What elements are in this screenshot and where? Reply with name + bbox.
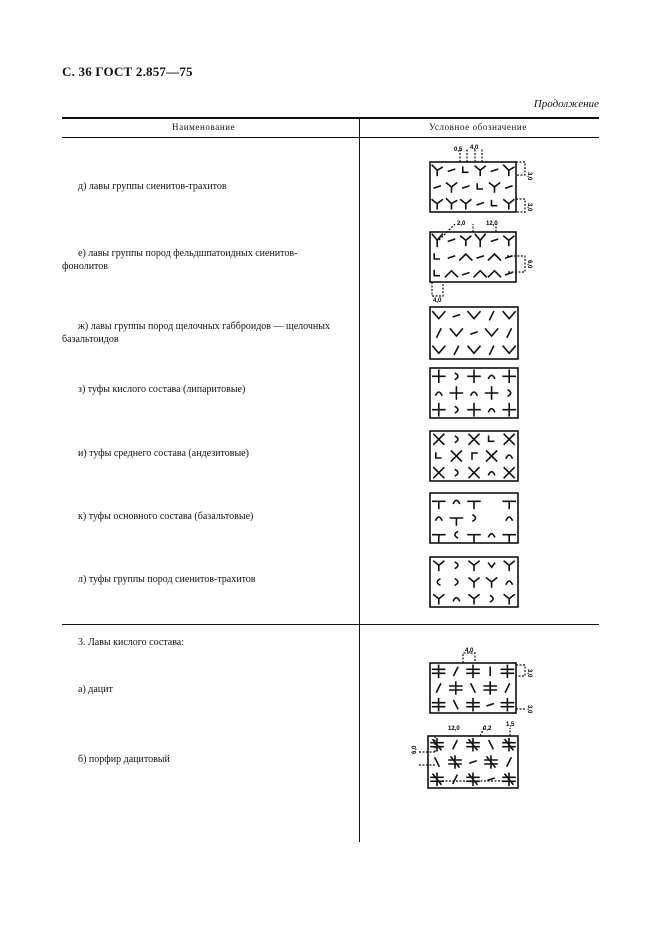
- symbol-glyph: [475, 166, 485, 175]
- symbol-glyph: [451, 451, 461, 461]
- symbol-glyph: [472, 453, 477, 459]
- symbol-glyph: [471, 392, 477, 395]
- symbol-glyph: [477, 203, 483, 205]
- symbol-glyph: [433, 346, 445, 353]
- symbol-glyph: [433, 404, 445, 416]
- symbol-glyph: [455, 562, 458, 568]
- symbol-glyph: [504, 200, 514, 209]
- symbol-glyph: [434, 468, 444, 478]
- symbol-glyph: [469, 434, 479, 444]
- symbol-glyph: [449, 169, 455, 171]
- symbol-glyph: [475, 234, 485, 246]
- symbol-glyph: [434, 254, 439, 259]
- symbol-glyph: [491, 596, 494, 602]
- symbol-glyph: [432, 234, 442, 246]
- symbol-glyph: [432, 200, 442, 209]
- symbol-grid: [430, 232, 516, 282]
- symbol-dacite: [425, 645, 540, 720]
- symbol-glyph: [455, 532, 458, 538]
- symbol-glyph: [503, 404, 515, 416]
- symbol-glyph: [432, 165, 442, 175]
- symbol-lava-gabbroid: [428, 305, 522, 363]
- dim-label: 4,0: [433, 298, 442, 304]
- symbol-glyph: [489, 271, 501, 277]
- section-title: 3. Лавы кислого состава:: [78, 637, 185, 648]
- symbol-grid: [430, 663, 516, 713]
- dim-label: 4,0: [470, 145, 479, 151]
- symbol-glyph: [503, 501, 515, 508]
- symbol-glyph: [507, 758, 511, 766]
- symbol-glyph: [504, 561, 514, 570]
- symbol-glyph: [437, 329, 441, 337]
- symbol-glyph: [487, 578, 497, 587]
- symbol-glyph: [490, 346, 494, 354]
- symbol-glyph: [434, 434, 444, 444]
- symbol-glyph: [487, 704, 493, 706]
- row-label-d: д) лавы группы сиенитов-трахитов: [78, 181, 227, 192]
- symbol-glyph: [454, 346, 458, 354]
- symbol-tuff-intermediate: [428, 429, 522, 484]
- column-header-symbol: Условное обозначение: [429, 122, 527, 132]
- symbol-glyph: [504, 165, 514, 175]
- symbol-glyph: [492, 239, 498, 241]
- dim-label: 12,0: [448, 726, 460, 732]
- symbol-lava-syenite-trachyte: [425, 142, 540, 218]
- symbol-glyph: [489, 472, 495, 475]
- symbol-glyph: [467, 739, 479, 751]
- symbol-glyph: [463, 273, 469, 275]
- symbol-glyph: [433, 501, 445, 508]
- symbol-glyph: [468, 312, 480, 319]
- symbol-grid: [430, 493, 518, 543]
- symbol-glyph: [453, 598, 459, 601]
- dim-label: 3,0: [526, 203, 532, 212]
- symbol-glyph: [468, 404, 480, 416]
- symbol-glyph: [489, 436, 494, 441]
- symbol-glyph: [492, 169, 498, 171]
- symbol-glyph: [454, 701, 458, 709]
- row-label-dacite: а) дацит: [78, 684, 113, 695]
- symbol-glyph: [469, 578, 479, 587]
- page-header: С. 36 ГОСТ 2.857—75: [62, 64, 193, 79]
- symbol-glyph: [468, 370, 480, 382]
- symbol-glyph: [437, 684, 441, 692]
- symbol-glyph: [453, 500, 459, 503]
- row-label-e: е) лавы группы пород фельдшпатоидных сиенитов-фонолитов: [62, 248, 298, 272]
- symbol-glyph: [503, 739, 515, 751]
- symbol-glyph: [455, 436, 458, 442]
- symbol-glyph: [489, 741, 493, 749]
- symbol-glyph: [461, 236, 471, 245]
- dim-label: 12,0: [486, 221, 498, 227]
- symbol-glyph: [453, 741, 457, 749]
- dim-label: 0,2: [483, 726, 492, 732]
- symbol-grid: [430, 557, 518, 607]
- symbol-glyph: [468, 501, 480, 508]
- symbol-glyph: [503, 535, 515, 542]
- symbol-glyph: [455, 407, 458, 413]
- symbol-glyph: [433, 665, 445, 677]
- symbol-glyph: [433, 535, 445, 542]
- symbol-glyph: [490, 183, 500, 192]
- symbol-glyph: [473, 515, 476, 521]
- symbol-glyph: [463, 167, 468, 172]
- symbol-glyph: [504, 434, 514, 444]
- symbol-glyph: [463, 186, 469, 188]
- symbol-glyph: [467, 699, 479, 711]
- symbol-glyph: [434, 271, 439, 276]
- symbol-glyph: [490, 312, 494, 320]
- dim-label: 3,0: [526, 669, 532, 678]
- symbol-glyph: [434, 595, 444, 604]
- symbol-glyph: [508, 390, 511, 396]
- symbol-glyph: [488, 778, 494, 780]
- symbol-glyph: [506, 186, 512, 188]
- symbol-glyph: [503, 773, 515, 785]
- symbol-glyph: [477, 184, 482, 189]
- symbol-grid: [430, 431, 518, 481]
- symbol-glyph: [503, 346, 515, 353]
- symbol-glyph: [485, 756, 497, 768]
- symbol-glyph: [505, 684, 509, 692]
- dim-label: 6,0: [412, 745, 418, 754]
- symbol-glyph: [450, 387, 462, 399]
- symbol-glyph: [449, 256, 455, 258]
- dim-label: 4,0: [465, 648, 474, 654]
- symbol-glyph: [474, 271, 486, 277]
- symbol-glyph: [489, 375, 495, 378]
- symbol-glyph: [455, 470, 458, 476]
- symbol-glyph: [436, 517, 442, 520]
- symbol-glyph: [449, 239, 455, 241]
- symbol-glyph: [484, 682, 496, 694]
- symbol-tuff-syenite: [428, 555, 522, 610]
- symbol-glyph: [469, 595, 479, 604]
- symbol-grid: [430, 307, 518, 359]
- symbol-glyph: [436, 392, 442, 395]
- column-header-name: Наименование: [172, 122, 236, 132]
- symbol-glyph: [453, 775, 457, 783]
- symbol-glyph: [506, 273, 512, 275]
- symbol-glyph: [504, 236, 514, 245]
- symbol-glyph: [435, 758, 439, 766]
- symbol-tuff-basic: [428, 491, 522, 546]
- symbol-glyph: [468, 346, 480, 353]
- symbol-glyph: [468, 535, 480, 542]
- symbol-glyph: [506, 517, 512, 520]
- symbol-glyph: [506, 455, 512, 458]
- row-label-l: л) туфы группы пород сиенитов-трахитов: [78, 574, 256, 585]
- symbol-glyph: [470, 761, 476, 763]
- symbol-tuff-acid: [428, 366, 522, 421]
- symbol-glyph: [434, 186, 440, 188]
- symbol-glyph: [460, 254, 472, 260]
- symbol-glyph: [450, 329, 462, 336]
- symbol-glyph: [433, 312, 445, 319]
- row-label-k: к) туфы основного состава (базальтовые): [78, 511, 254, 522]
- symbol-glyph: [504, 595, 514, 604]
- symbol-dacite-porphyry: [410, 718, 525, 798]
- symbol-glyph: [436, 453, 441, 458]
- row-label-i: и) туфы среднего состава (андезитовые): [78, 448, 249, 459]
- symbol-glyph: [431, 739, 443, 751]
- row-label-z: з) туфы кислого состава (липаритовые): [78, 384, 246, 395]
- symbol-glyph: [507, 329, 511, 337]
- symbol-glyph: [461, 200, 471, 209]
- symbol-glyph: [489, 563, 495, 567]
- symbol-glyph: [433, 699, 445, 711]
- symbol-glyph: [449, 756, 461, 768]
- symbol-glyph: [455, 579, 458, 585]
- symbol-glyph: [446, 271, 458, 277]
- dim-label: 1,5: [506, 722, 515, 728]
- symbol-lava-feldspathoid: [425, 214, 540, 304]
- symbol-glyph: [477, 256, 483, 258]
- symbol-glyph: [447, 199, 457, 209]
- dim-label: 2,0: [457, 221, 466, 227]
- symbol-glyph: [431, 773, 443, 785]
- symbol-grid: [430, 162, 516, 212]
- symbol-glyph: [501, 699, 513, 711]
- symbol-frame: [430, 232, 516, 282]
- symbol-grid: [428, 736, 518, 788]
- symbol-glyph: [454, 667, 458, 675]
- symbol-glyph: [489, 254, 501, 260]
- symbol-glyph: [467, 665, 479, 677]
- symbol-glyph: [447, 183, 457, 192]
- dim-label: 3,0: [526, 172, 532, 181]
- symbol-glyph: [434, 561, 444, 570]
- symbol-glyph: [467, 773, 479, 785]
- continuation-label: Продолжение: [533, 98, 599, 110]
- symbol-glyph: [486, 387, 498, 399]
- symbol-glyph: [469, 561, 479, 570]
- symbol-glyph: [455, 373, 458, 379]
- symbol-glyph: [487, 451, 497, 461]
- symbol-glyph: [471, 332, 477, 334]
- row-label-zh: ж) лавы группы пород щелочных габброидов — щелочных базальтоидов: [62, 321, 330, 345]
- symbol-glyph: [503, 370, 515, 382]
- row-label-dacite-porphyry: б) порфир дацитовый: [78, 754, 170, 765]
- symbol-glyph: [450, 682, 462, 694]
- symbol-glyph: [437, 579, 440, 585]
- symbol-glyph: [503, 312, 515, 319]
- symbol-glyph: [471, 684, 475, 692]
- symbol-glyph: [450, 518, 462, 525]
- dim-label: 3,0: [526, 705, 532, 714]
- dim-label: 6,0: [526, 260, 532, 269]
- symbol-frame: [430, 162, 516, 212]
- symbol-glyph: [486, 329, 498, 336]
- symbol-glyph: [433, 370, 445, 382]
- symbol-glyph: [489, 534, 495, 537]
- dim-label: 0,5: [454, 147, 463, 153]
- symbol-glyph: [489, 409, 495, 412]
- symbol-glyph: [506, 581, 512, 584]
- symbol-glyph: [492, 201, 497, 206]
- symbol-glyph: [504, 468, 514, 478]
- symbol-grid: [430, 368, 518, 418]
- symbol-glyph: [453, 315, 459, 317]
- symbol-glyph: [501, 665, 513, 677]
- symbol-glyph: [469, 468, 479, 478]
